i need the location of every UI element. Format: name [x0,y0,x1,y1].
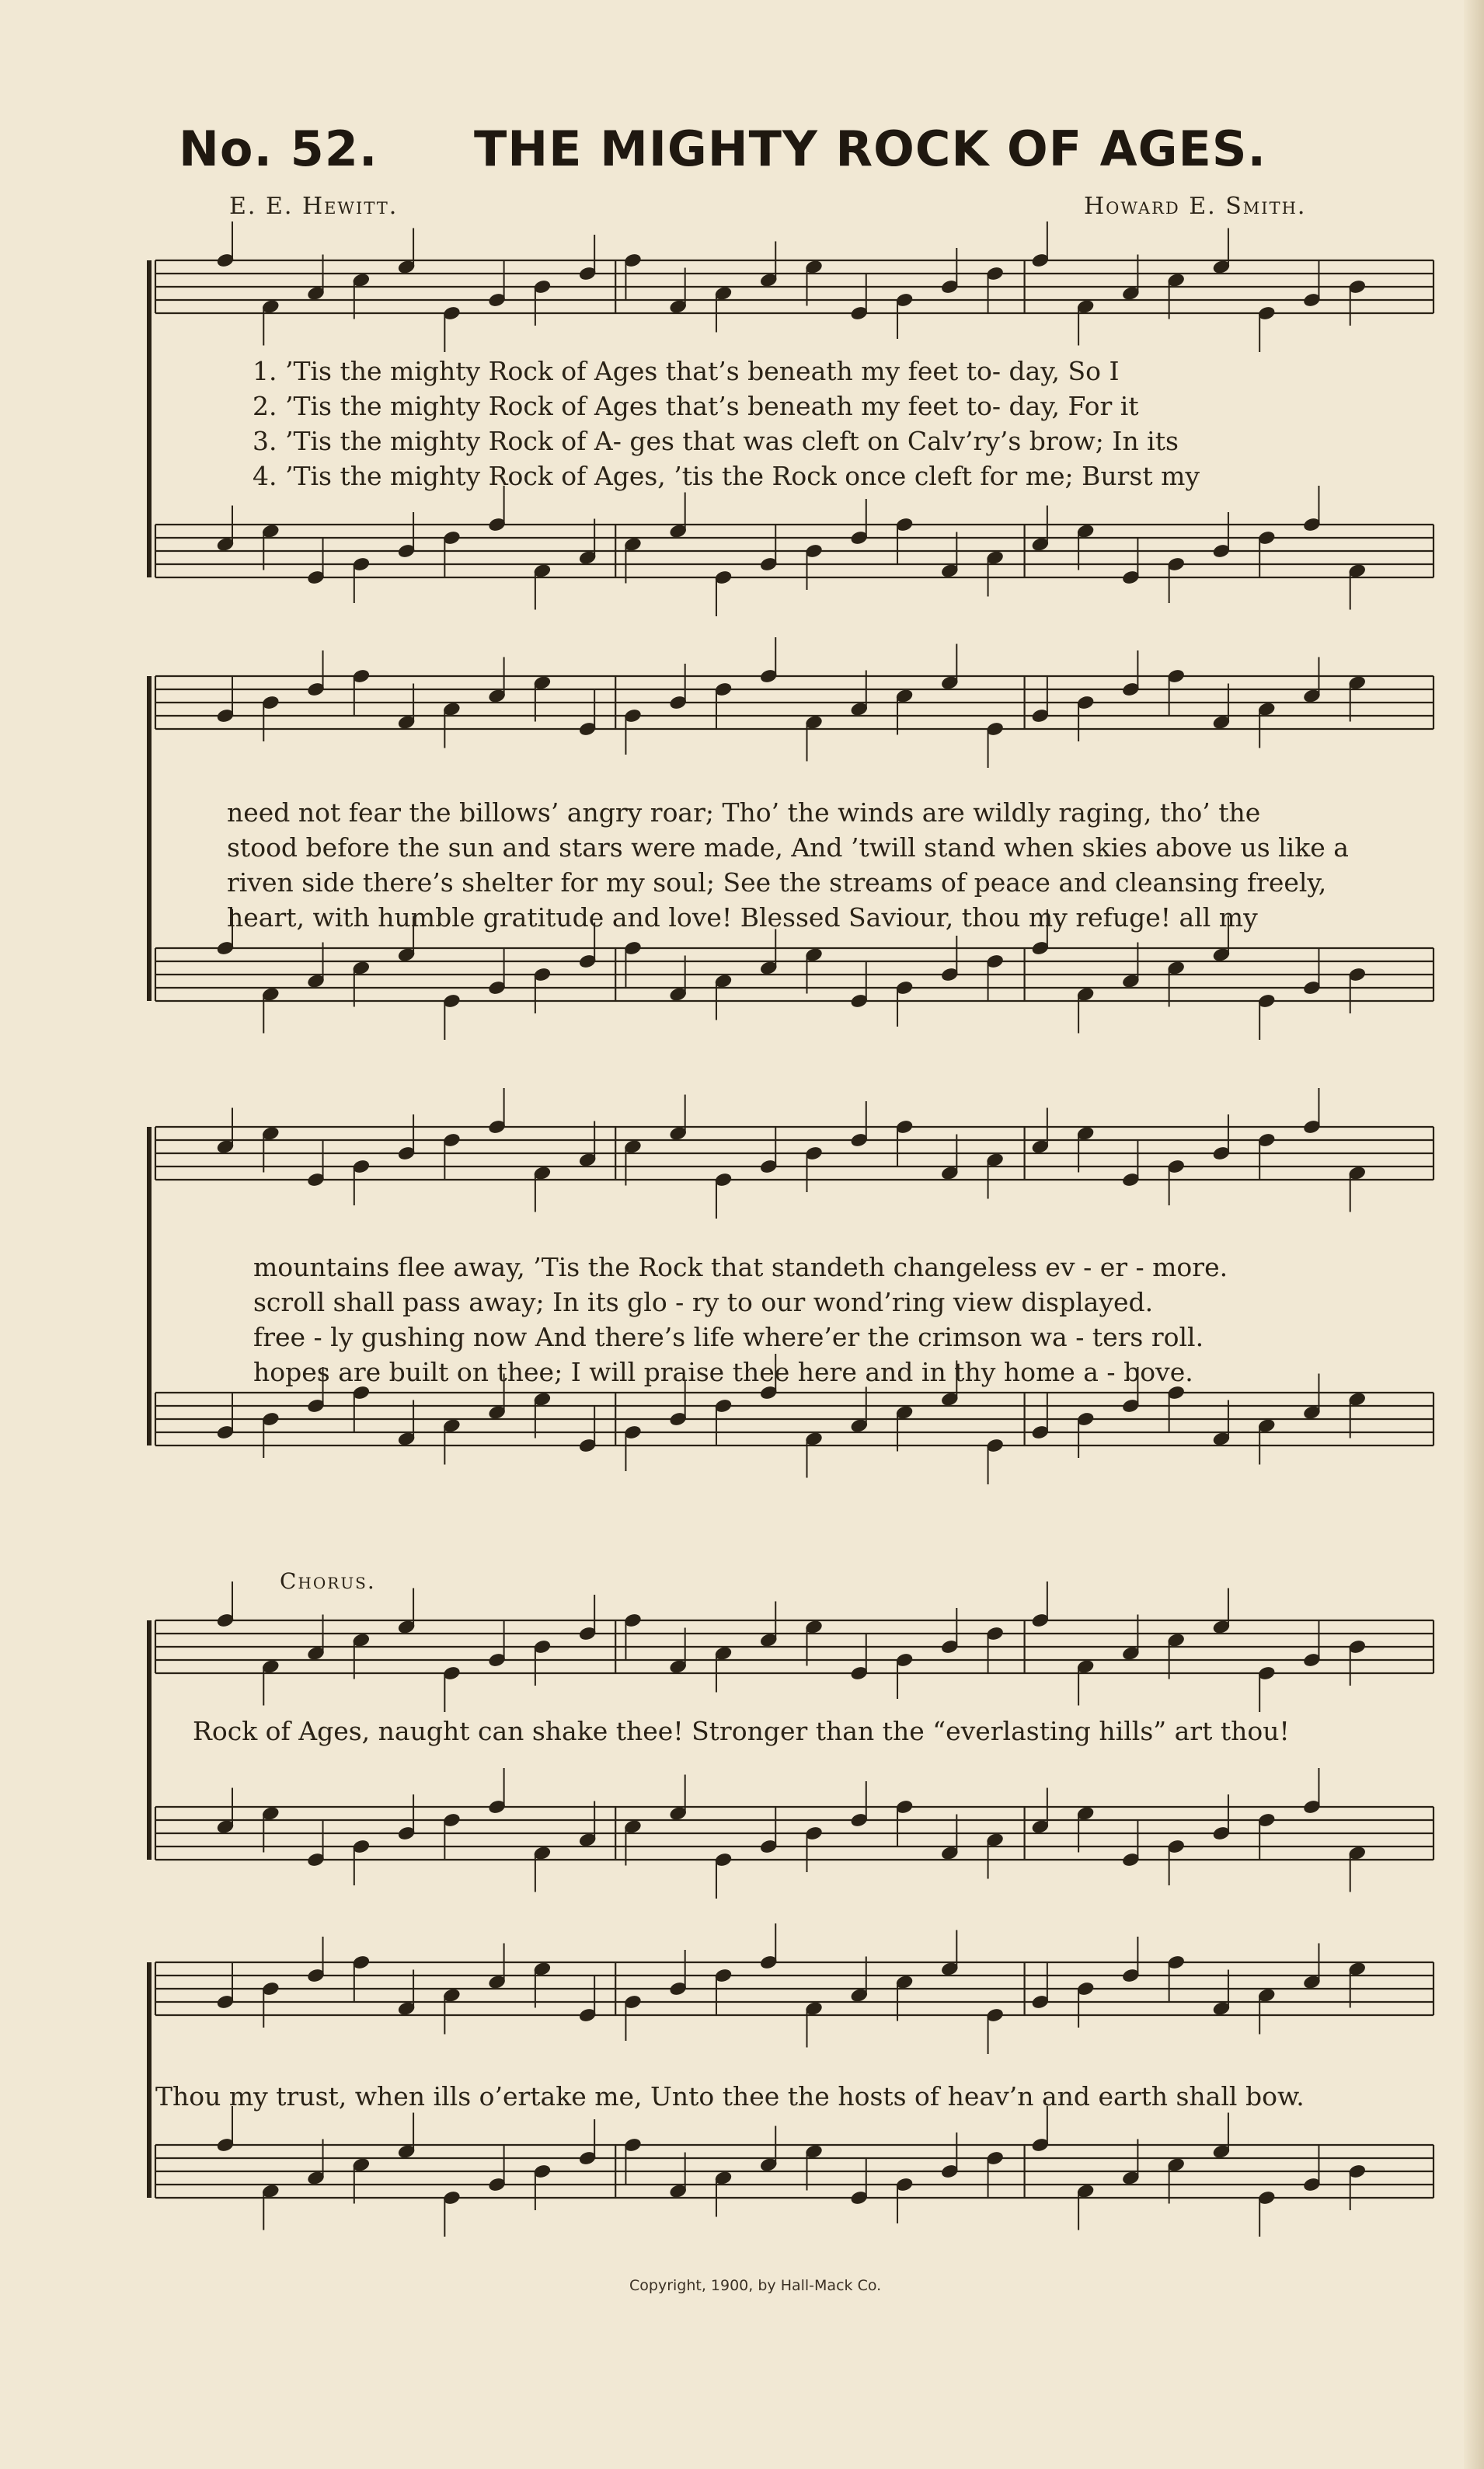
chorus-line: Rock of Ages, naught can shake thee! Stronger than the “everlasting hills” art thou! [193,1716,1290,1746]
verse-line: 2. ’Tis the mighty Rock of Ages that’s beneath my feet to- day, For it [253,391,1139,421]
verse-line: hopes are built on thee; I will praise thee here and in thy home a - bove. [253,1357,1193,1387]
verse-line: need not fear the billows’ angry roar; Tho’ the winds are wildly raging, tho’ the [227,797,1261,828]
system-1-lyrics [253,354,1200,493]
composer-credit: Howard E. Smith. [1084,193,1307,220]
chorus-lyrics-1 [193,1714,1290,1749]
hymn-number: No. 52. [179,120,378,177]
hymn-title: THE MIGHTY ROCK OF AGES. [474,120,1267,177]
verse-line: riven side there’s shelter for my soul; See the streams of peace and cleansing freely, [227,867,1327,898]
verse-line: heart, with humble gratitude and love! Blessed Saviour, thou my refuge! all my [227,902,1258,933]
verse-line: 4. ’Tis the mighty Rock of Ages, ’tis the Rock once cleft for me; Burst my [253,461,1200,491]
verse-line: scroll shall pass away; In its glo - ry to our wond’ring view displayed. [253,1287,1154,1317]
verse-line: 1. ’Tis the mighty Rock of Ages that’s beneath my feet to- day, So I [253,356,1120,386]
verse-line: mountains flee away, ’Tis the Rock that standeth changeless ev - er - more. [253,1252,1228,1282]
copyright-notice: Copyright, 1900, by Hall-Mack Co. [629,2277,882,2294]
verse-line: 3. ’Tis the mighty Rock of A- ges that was cleft on Calv’ry’s brow; In its [253,426,1179,456]
system-2-lyrics [227,795,1349,935]
verse-line: free - ly gushing now And there’s life where’er the crimson wa - ters roll. [253,1322,1204,1352]
system-3-lyrics [253,1250,1228,1390]
chorus-line: Thou my trust, when ills o’ertake me, Unto thee the hosts of heav’n and earth shall bow. [155,2081,1305,2112]
verse-line: stood before the sun and stars were made, And ’twill stand when skies above us like a [227,832,1349,863]
lyricist-credit: E. E. Hewitt. [229,193,399,220]
chorus-label: Chorus. [280,1568,376,1594]
chorus-lyrics-2 [155,2079,1305,2114]
